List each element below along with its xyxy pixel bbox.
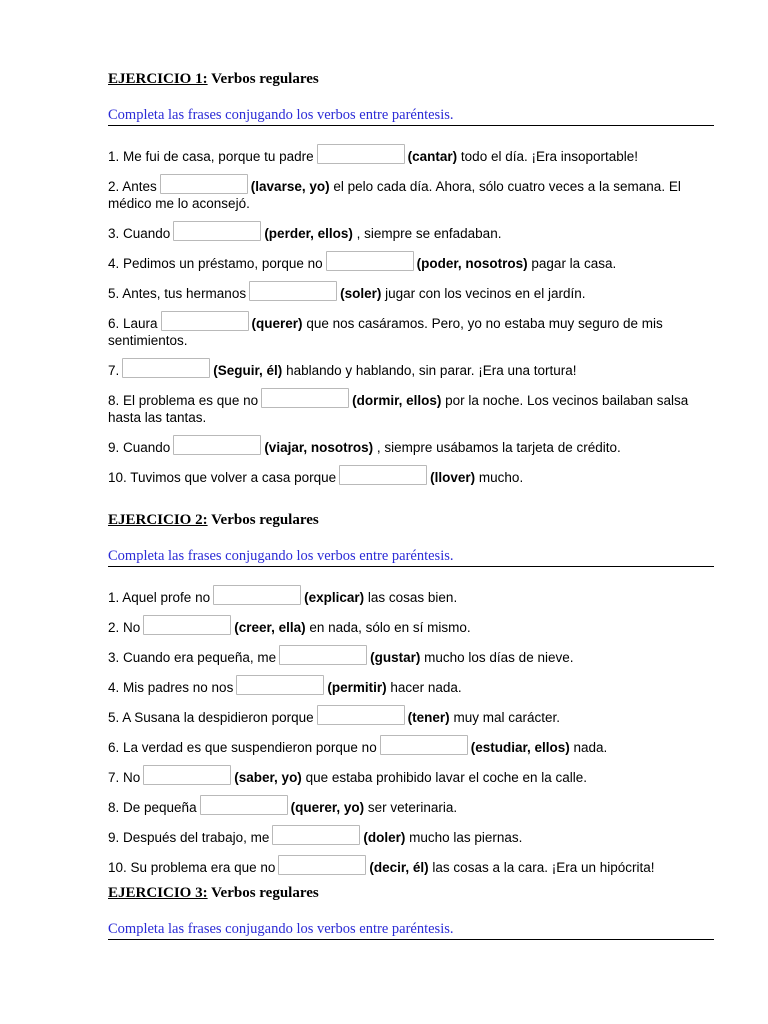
exercise-item — [108, 825, 714, 846]
exercise-number: EJERCICIO 3: — [108, 885, 208, 901]
verb-hint: (gustar) — [370, 650, 421, 665]
answer-input[interactable] — [279, 645, 367, 665]
exercise-item — [108, 281, 714, 302]
exercise-items — [108, 585, 714, 876]
verb-hint: (cantar) — [407, 149, 458, 164]
item-text: 10. Su problema era que no — [108, 860, 276, 875]
answer-input[interactable] — [317, 705, 405, 725]
answer-input[interactable] — [173, 221, 261, 241]
exercise-instruction: Completa las frases conjugando los verbos entre paréntesis. — [108, 106, 714, 126]
item-text: 1. Me fui de casa, porque tu padre — [108, 149, 314, 164]
verb-hint: (querer, yo) — [290, 800, 365, 815]
item-text: 7. No — [108, 770, 141, 785]
answer-input[interactable] — [249, 281, 337, 301]
item-text: 1. Aquel profe no — [108, 590, 211, 605]
exercise-item — [108, 735, 714, 756]
verb-hint: (lavarse, yo) — [250, 179, 330, 194]
item-text: que estaba prohibido lavar el coche en la calle. — [305, 770, 588, 785]
exercise-2 — [108, 511, 714, 885]
exercise-3 — [108, 884, 714, 940]
answer-input[interactable] — [122, 358, 210, 378]
answer-input[interactable] — [236, 675, 324, 695]
item-text: que nos casáramos. Pero, yo no estaba muy seguro de mis sentimientos. — [108, 316, 663, 348]
answer-input[interactable] — [213, 585, 301, 605]
exercise-1 — [108, 70, 714, 495]
verb-hint: (llover) — [430, 470, 476, 485]
exercise-number: EJERCICIO 2: — [108, 512, 208, 528]
verb-hint: (creer, ella) — [234, 620, 306, 635]
exercise-item — [108, 855, 714, 876]
item-text: mucho los días de nieve. — [424, 650, 574, 665]
exercise-title — [108, 511, 714, 529]
item-text: , siempre usábamos la tarjeta de crédito. — [376, 440, 621, 455]
verb-hint: (perder, ellos) — [264, 226, 353, 241]
exercise-item — [108, 765, 714, 786]
item-text: 7. — [108, 363, 120, 378]
item-text: , siempre se enfadaban. — [356, 226, 502, 241]
item-text: muy mal carácter. — [453, 710, 560, 725]
exercise-item — [108, 585, 714, 606]
item-text: 8. De pequeña — [108, 800, 197, 815]
item-text: las cosas a la cara. ¡Era un hipócrita! — [432, 860, 655, 875]
answer-input[interactable] — [380, 735, 468, 755]
exercise-subtitle: Verbos regulares — [211, 71, 319, 87]
verb-hint: (viajar, nosotros) — [264, 440, 374, 455]
item-text: 4. Pedimos un préstamo, porque no — [108, 256, 323, 271]
item-text: mucho las piernas. — [409, 830, 523, 845]
verb-hint: (soler) — [340, 286, 382, 301]
item-text: hacer nada. — [390, 680, 462, 695]
verb-hint: (Seguir, él) — [213, 363, 283, 378]
verb-hint: (dormir, ellos) — [352, 393, 442, 408]
exercise-subtitle: Verbos regulares — [211, 885, 319, 901]
item-text: en nada, sólo en sí mismo. — [309, 620, 471, 635]
item-text: todo el día. ¡Era insoportable! — [460, 149, 639, 164]
answer-input[interactable] — [173, 435, 261, 455]
exercise-item — [108, 144, 714, 165]
item-text: las cosas bien. — [367, 590, 458, 605]
exercise-item — [108, 311, 714, 349]
item-text: el pelo cada día. Ahora, sólo cuatro veces a la semana. El médico me lo aconsejó. — [108, 179, 681, 211]
item-text: 3. Cuando — [108, 226, 171, 241]
answer-input[interactable] — [143, 765, 231, 785]
exercise-instruction: Completa las frases conjugando los verbos entre paréntesis. — [108, 920, 714, 940]
answer-input[interactable] — [161, 311, 249, 331]
exercise-title — [108, 70, 714, 88]
answer-input[interactable] — [278, 855, 366, 875]
exercise-item — [108, 251, 714, 272]
answer-input[interactable] — [339, 465, 427, 485]
exercise-item — [108, 358, 714, 379]
item-text: mucho. — [478, 470, 524, 485]
exercise-item — [108, 615, 714, 636]
exercise-number: EJERCICIO 1: — [108, 71, 208, 87]
item-text: 2. Antes — [108, 179, 157, 194]
exercise-item — [108, 675, 714, 696]
exercise-title — [108, 884, 714, 902]
exercise-items — [108, 144, 714, 486]
item-text: 9. Después del trabajo, me — [108, 830, 270, 845]
exercise-item — [108, 795, 714, 816]
item-text: 8. El problema es que no — [108, 393, 259, 408]
answer-input[interactable] — [261, 388, 349, 408]
answer-input[interactable] — [317, 144, 405, 164]
verb-hint: (poder, nosotros) — [416, 256, 528, 271]
item-text: 3. Cuando era pequeña, me — [108, 650, 277, 665]
answer-input[interactable] — [272, 825, 360, 845]
item-text: pagar la casa. — [531, 256, 617, 271]
exercise-item — [108, 174, 714, 212]
exercise-item — [108, 388, 714, 426]
item-text: jugar con los vecinos en el jardín. — [385, 286, 586, 301]
item-text: ser veterinaria. — [367, 800, 458, 815]
answer-input[interactable] — [143, 615, 231, 635]
item-text: 5. A Susana la despidieron porque — [108, 710, 314, 725]
item-text: por la noche. Los vecinos bailaban salsa hasta las tantas. — [108, 393, 689, 425]
item-text: 6. Laura — [108, 316, 158, 331]
answer-input[interactable] — [200, 795, 288, 815]
item-text: hablando y hablando, sin parar. ¡Era una tortura! — [286, 363, 577, 378]
exercise-item — [108, 465, 714, 486]
verb-hint: (tener) — [407, 710, 450, 725]
item-text: 5. Antes, tus hermanos — [108, 286, 247, 301]
item-text: 2. No — [108, 620, 141, 635]
verb-hint: (doler) — [363, 830, 406, 845]
exercise-item — [108, 221, 714, 242]
verb-hint: (permitir) — [327, 680, 387, 695]
exercise-instruction: Completa las frases conjugando los verbos entre paréntesis. — [108, 547, 714, 567]
verb-hint: (explicar) — [304, 590, 365, 605]
verb-hint: (decir, él) — [369, 860, 429, 875]
exercise-subtitle: Verbos regulares — [211, 512, 319, 528]
verb-hint: (querer) — [251, 316, 303, 331]
item-text: 9. Cuando — [108, 440, 171, 455]
item-text: nada. — [573, 740, 608, 755]
verb-hint: (saber, yo) — [234, 770, 302, 785]
item-text: 6. La verdad es que suspendieron porque no — [108, 740, 377, 755]
exercise-item — [108, 645, 714, 666]
answer-input[interactable] — [326, 251, 414, 271]
verb-hint: (estudiar, ellos) — [470, 740, 570, 755]
exercise-item — [108, 435, 714, 456]
item-text: 10. Tuvimos que volver a casa porque — [108, 470, 337, 485]
exercise-item — [108, 705, 714, 726]
answer-input[interactable] — [160, 174, 248, 194]
item-text: 4. Mis padres no nos — [108, 680, 234, 695]
